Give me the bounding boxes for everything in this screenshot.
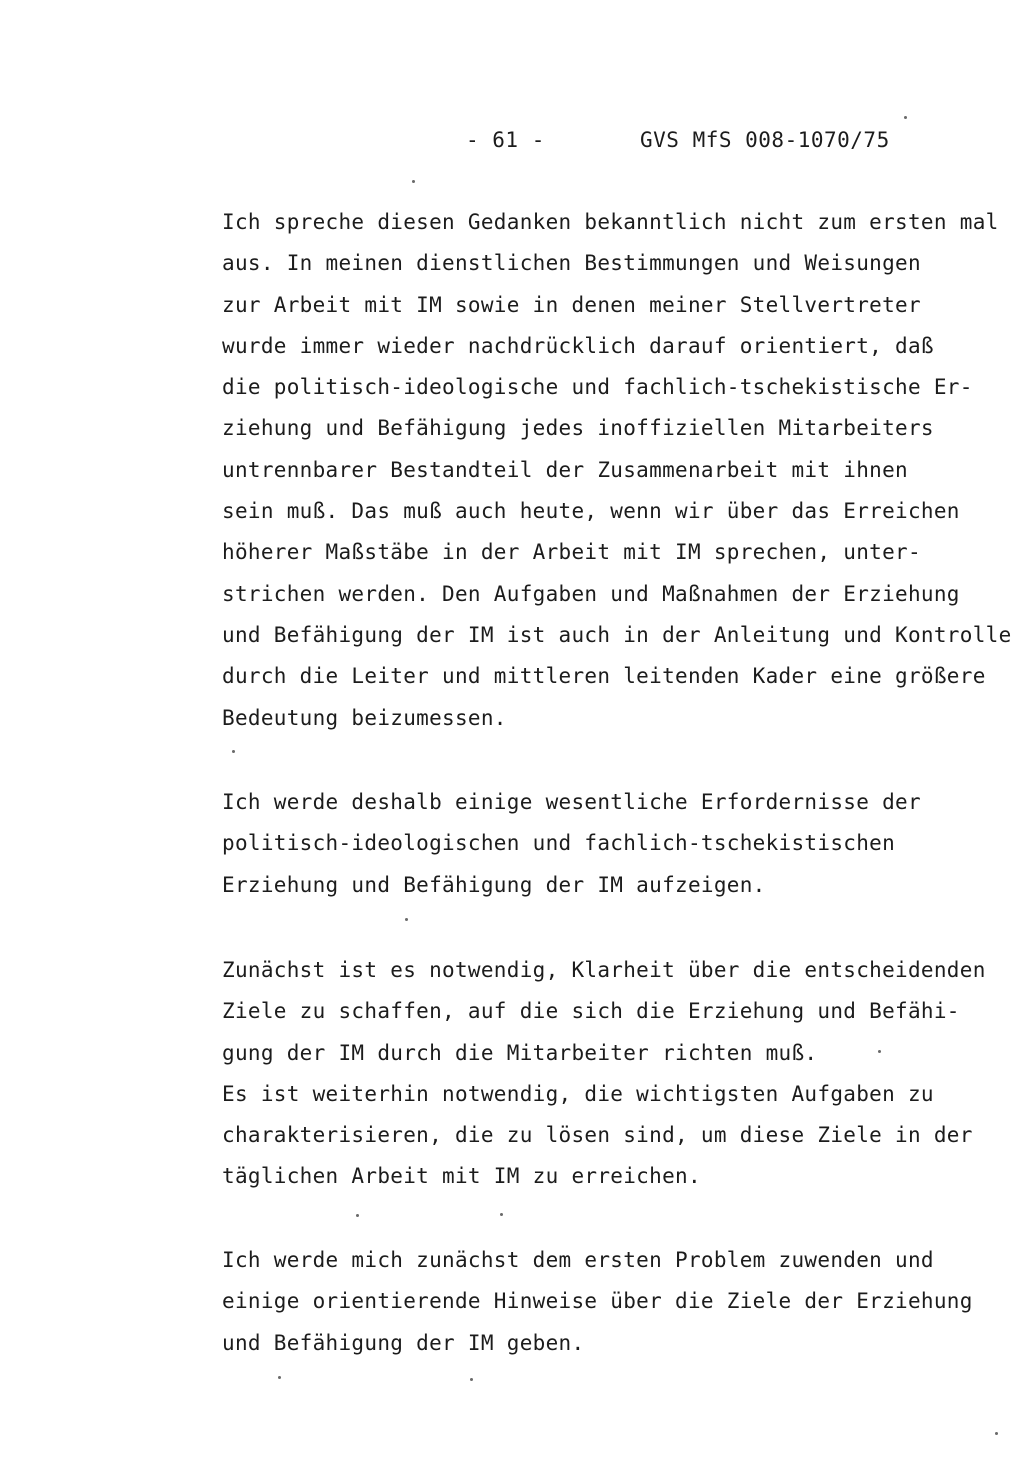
text-line: Es ist weiterhin notwendig, die wichtigsten Aufgaben zu	[222, 1081, 934, 1106]
text-line: die politisch-ideologische und fachlich-tschekistische Er-	[222, 375, 973, 400]
text-line: höherer Maßstäbe in der Arbeit mit IM sprechen, unter-	[222, 540, 921, 565]
text-line: Ich spreche diesen Gedanken bekanntlich nicht zum ersten mal	[222, 210, 999, 234]
scan-speck	[995, 1432, 998, 1435]
text-line: einige orientierende Hinweise über die Ziele der Erziehung	[222, 1289, 973, 1314]
text-line: sein muß. Das muß auch heute, wenn wir über das Erreichen	[222, 499, 960, 524]
page-number: - 61 -	[466, 128, 545, 152]
text-line: Ich werde mich zunächst dem ersten Problem zuwenden und	[222, 1248, 934, 1272]
text-line: Bedeutung beizumessen.	[222, 705, 507, 730]
text-line: und Befähigung der IM geben.	[222, 1330, 585, 1355]
scan-speck	[405, 918, 408, 921]
text-line: untrennbarer Bestandteil der Zusammenarbeit mit ihnen	[222, 457, 908, 482]
text-line: durch die Leiter und mittleren leitenden Kader eine größere	[222, 664, 986, 689]
scan-speck	[278, 1376, 281, 1379]
text-line: wurde immer wieder nachdrücklich darauf orientiert, daß	[222, 333, 934, 358]
text-line: zur Arbeit mit IM sowie in denen meiner Stellvertreter	[222, 292, 921, 317]
text-line: aus. In meinen dienstlichen Bestimmungen und Weisungen	[222, 251, 921, 276]
text-line: strichen werden. Den Aufgaben und Maßnahmen der Erziehung	[222, 581, 960, 606]
text-line: Ich werde deshalb einige wesentliche Erfordernisse der	[222, 790, 921, 814]
scan-speck	[412, 180, 415, 183]
document-reference: GVS MfS 008-1070/75	[640, 128, 890, 152]
paragraph-2	[222, 782, 1012, 906]
text-line: Zunächst ist es notwendig, Klarheit über die entscheidenden	[222, 958, 986, 982]
page-header	[0, 128, 1024, 160]
text-line: gung der IM durch die Mitarbeiter richten muß.	[222, 1040, 818, 1065]
scan-speck	[232, 750, 235, 753]
text-line: charakterisieren, die zu lösen sind, um diese Ziele in der	[222, 1123, 973, 1148]
paragraph-3	[222, 950, 1012, 1198]
text-line: täglichen Arbeit mit IM zu erreichen.	[222, 1164, 701, 1189]
scan-speck	[356, 1214, 359, 1217]
text-line: ziehung und Befähigung jedes inoffiziellen Mitarbeiters	[222, 416, 934, 441]
text-line: und Befähigung der IM ist auch in der Anleitung und Kontrolle	[222, 622, 1012, 647]
paragraph-4	[222, 1240, 1012, 1364]
scan-speck	[500, 1213, 503, 1216]
scan-speck	[878, 1050, 881, 1053]
scan-speck	[904, 116, 907, 119]
text-line: Erziehung und Befähigung der IM aufzeigen.	[222, 872, 766, 897]
text-line: politisch-ideologischen und fachlich-tschekistischen	[222, 831, 896, 856]
text-line: Ziele zu schaffen, auf die sich die Erziehung und Befähi-	[222, 999, 960, 1024]
scan-speck	[470, 1378, 473, 1381]
paragraph-1	[222, 202, 1012, 739]
